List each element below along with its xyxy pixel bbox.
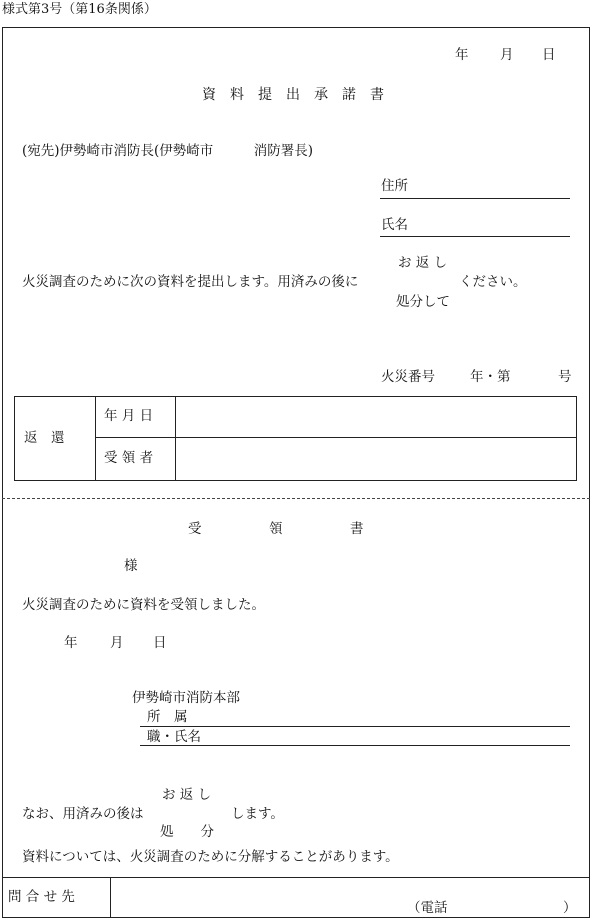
note-after: します。 [231, 806, 284, 822]
submit-text-before: 火災調査のために次の資料を提出します。用済みの後に [22, 274, 359, 290]
contact-divider [110, 877, 111, 918]
form-frame [2, 27, 590, 918]
table-border-top [14, 396, 577, 397]
table-divider-1 [95, 396, 96, 480]
contact-label: 問 合 せ 先 [8, 889, 75, 905]
receipt-title-label: 職・氏名 [147, 729, 201, 745]
receipt-date-month: 月 [110, 635, 124, 651]
fire-number-suffix: 号 [558, 369, 572, 385]
dept-line [140, 726, 570, 727]
address-line [380, 198, 570, 199]
note-option-return: お 返 し [162, 787, 212, 803]
receipt-org: 伊勢崎市消防本部 [132, 690, 240, 706]
receipt-dept-label: 所 属 [147, 709, 188, 725]
fire-number-label: 火災番号 [381, 369, 435, 385]
receipt-sama: 様 [124, 558, 138, 574]
submit-option-dispose: 処分して [396, 294, 450, 310]
note-before: なお、用済みの後は [22, 806, 144, 822]
contact-border-top [2, 877, 590, 878]
contact-phone-open: （電話 [407, 900, 448, 916]
return-date-label: 年 月 日 [104, 408, 154, 424]
table-border-mid [95, 437, 577, 438]
submit-text-after: ください。 [459, 274, 527, 290]
top-date-year: 年 [455, 47, 469, 63]
title-line [140, 745, 570, 746]
submit-option-return: お 返 し [398, 255, 448, 271]
table-border-bottom [14, 480, 577, 481]
form-label: 様式第3号（第16条関係） [2, 2, 157, 17]
contact-phone-close: ） [563, 900, 577, 916]
receipt-date-year: 年 [64, 635, 78, 651]
name-label: 氏名 [381, 217, 408, 233]
return-recipient-label: 受 領 者 [104, 450, 154, 466]
addressee: (宛先)伊勢崎市消防長(伊勢崎市 消防署長) [22, 143, 314, 159]
receipt-title: 受 領 書 [188, 521, 364, 537]
receipt-body: 火災調査のために資料を受領しました。 [22, 597, 265, 613]
return-header: 返 還 [24, 430, 65, 446]
top-date-day: 日 [542, 47, 556, 63]
disclaimer: 資料については、火災調査のために分解することがあります。 [22, 849, 399, 865]
table-border-left [14, 396, 15, 480]
top-date-month: 月 [500, 47, 514, 63]
table-divider-2 [175, 396, 176, 480]
receipt-date-day: 日 [153, 635, 167, 651]
cut-line [2, 498, 590, 499]
table-border-right [576, 396, 577, 480]
note-option-dispose: 処 分 [160, 824, 214, 840]
document-title: 資 料 提 出 承 諾 書 [202, 87, 384, 103]
address-label: 住所 [381, 178, 408, 194]
name-line [380, 236, 570, 237]
fire-number-year: 年・第 [470, 369, 511, 385]
